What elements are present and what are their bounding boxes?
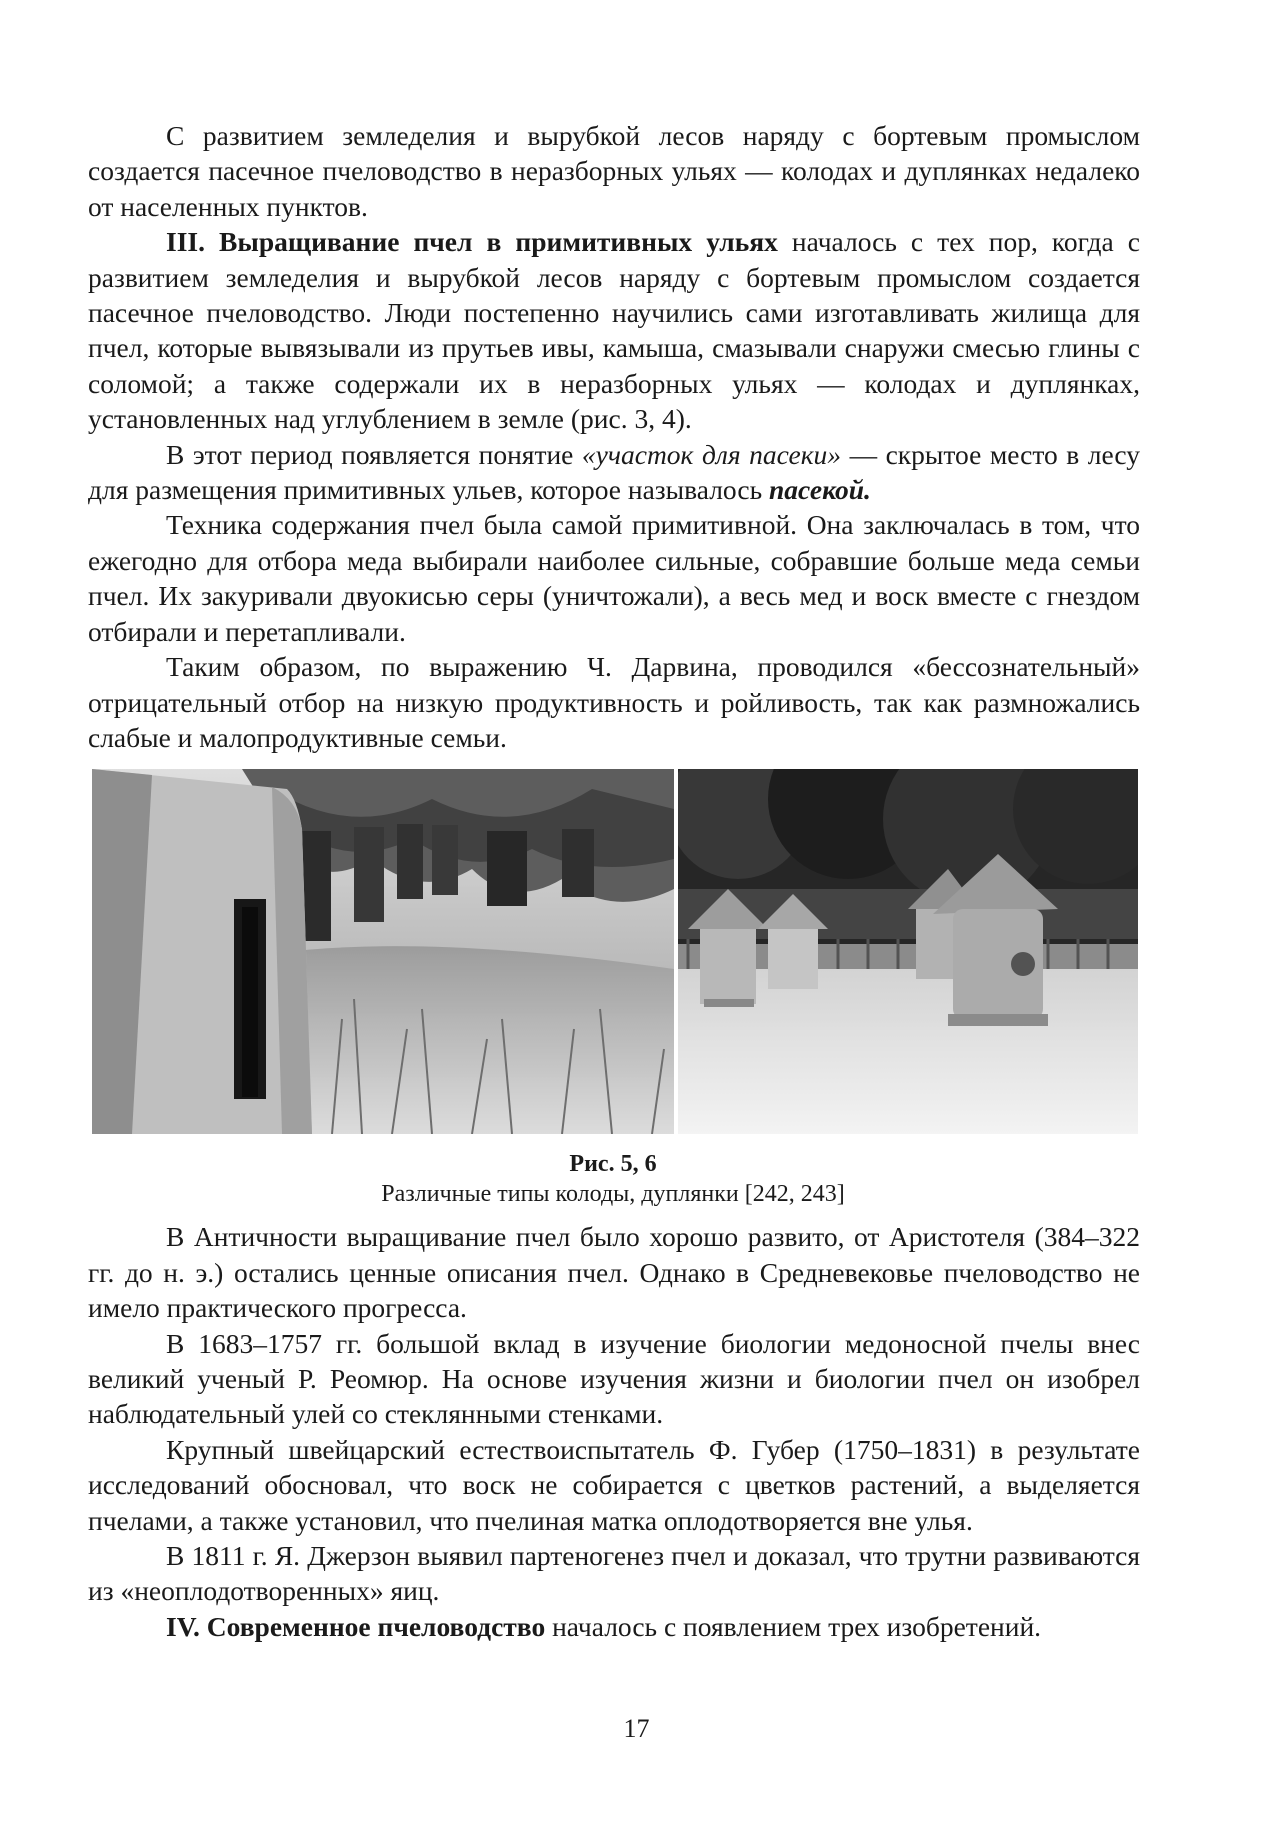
text-run: В Античности выращивание пчел было хорошо развито, от Аристотеля (384–322 гг. до н. э.) остались ценные описания пчел. Однако в Средневековье пчеловодство не имело практического прогресса. (88, 1221, 1140, 1324)
paragraph (88, 1538, 1140, 1609)
paragraph (88, 1219, 1140, 1325)
paragraph (88, 1609, 1140, 1644)
text-run: Таким образом, по выражению Ч. Дарвина, проводился «бессознательный» отрицательный отбор на низкую продуктивность и ройливость, так как размножались слабые и малопродуктивные семьи. (88, 651, 1140, 753)
text-run: Техника содержания пчел была самой примитивной. Она заключалась в том, что ежегодно для отбора меда выбирали наиболее сильные, собравшие больше меда семьи пчел. Их закуривали двуокисью серы (уничтожали), а весь мед и воск вместе с гнездом отбирали и перетапливали. (88, 509, 1140, 647)
text-block-top (88, 118, 1140, 755)
page-number: 17 (623, 1714, 650, 1743)
text-block-bottom (88, 1219, 1140, 1644)
paragraph (88, 1326, 1140, 1432)
text-run: началось с появлением трех изобретений. (545, 1610, 1042, 1642)
emphasis-run: III. Выращивание пчел в примитивных ульях (166, 226, 778, 258)
paragraph (88, 1432, 1140, 1538)
paragraph (88, 224, 1140, 436)
emphasis-run: IV. Современное пчеловодство (166, 1610, 546, 1642)
page-body (88, 118, 1140, 1644)
photo-log-hives (92, 769, 674, 1134)
figure (88, 769, 1138, 1219)
emphasis-run: пасекой. (769, 474, 871, 506)
paragraph (88, 118, 1140, 224)
text-run: — скрытое место в лесу для размещения примитивных ульев, которое называлось (88, 438, 1140, 506)
paragraph (88, 649, 1140, 755)
text-run: В этот период появляется понятие (166, 438, 582, 470)
text-run: Крупный швейцарский естествоиспытатель Ф. Губер (1750–1831) в результате исследований обосновал, что воск не собирается с цветков растений, а выделяется пчелами, а также установил, что пчелиная матка оплодотворяется вне улья. (88, 1433, 1140, 1536)
paragraph (88, 507, 1140, 649)
text-run: В 1811 г. Я. Джерзон выявил партеногенез пчел и доказал, что трутни развиваются из «неоплодотворенных» яиц. (88, 1539, 1140, 1607)
figure-number: Рис. 5, 6 (569, 1151, 657, 1178)
figure-caption: Различные типы колоды, дуплянки [242, 243] (381, 1181, 845, 1208)
paragraph (88, 437, 1140, 508)
text-run: началось с тех пор, когда с развитием земледелия и вырубкой лесов наряду с бортевым промыслом создается пасечное пчеловодство. Люди постепенно научились сами изготавливать жилища для пчел, которые вывязывали из прутьев ивы, камыша, смазывали снаружи смесью глины с соломой; а также содержали их в неразборных ульях — колодах и дуплянках, установленных над углублением в земле (рис. 3, 4). (88, 226, 1140, 435)
emphasis-run: «участок для пасеки» (581, 438, 842, 470)
text-run: В 1683–1757 гг. большой вклад в изучение биологии медоносной пчелы внес великий ученый Р. Реомюр. На основе изучения жизни и биологии пчел он изобрел наблюдательный улей со стеклянными стенками. (88, 1327, 1140, 1430)
photo-thatched-hives (678, 769, 1138, 1134)
text-run: С развитием земледелия и вырубкой лесов наряду с бортевым промыслом создается пасечное пчеловодство в неразборных ульях — колодах и дуплянках недалеко от населенных пунктов. (88, 120, 1140, 222)
